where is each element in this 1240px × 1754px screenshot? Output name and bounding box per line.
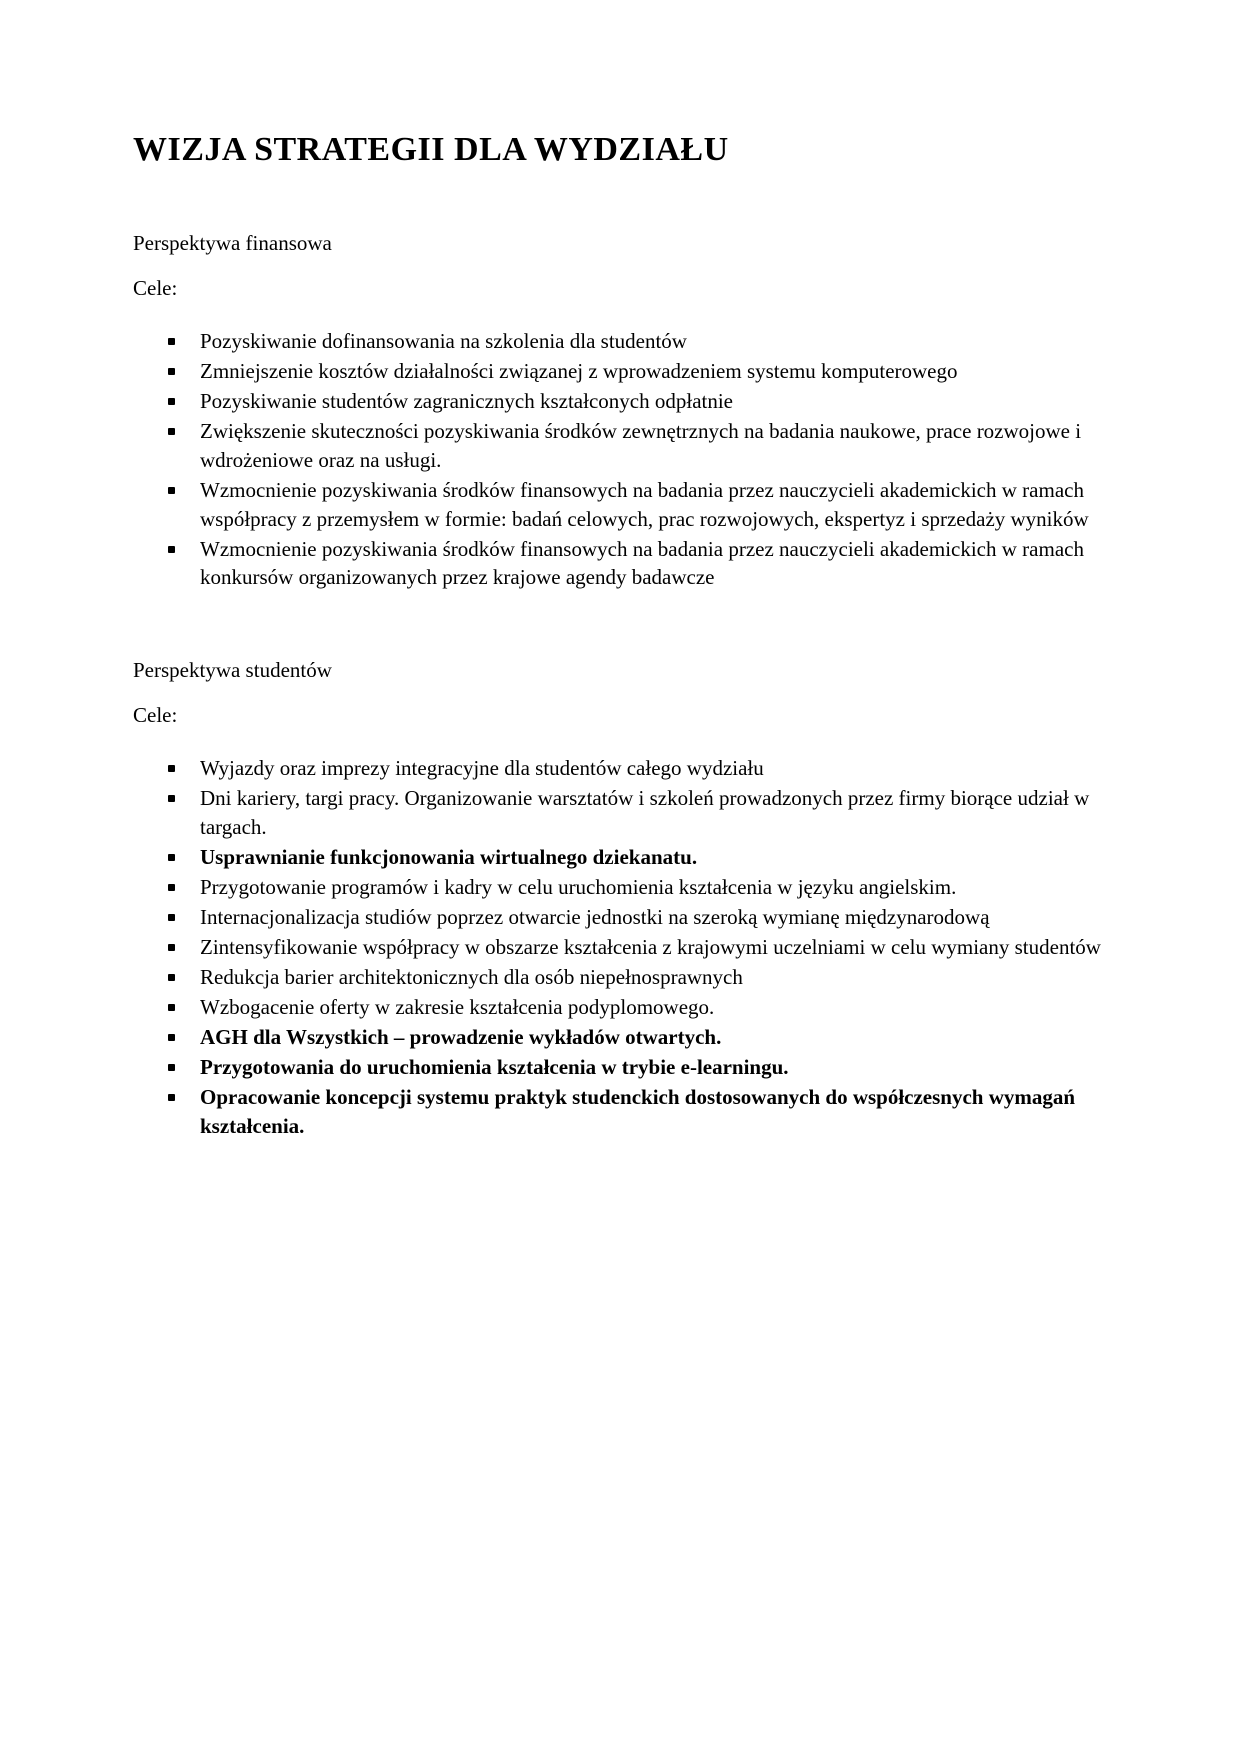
- goals-label: Cele:: [133, 703, 178, 728]
- bullet-item: Zwiększenie skuteczności pozyskiwania środków zewnętrznych na badania naukowe, prace rozwojowe i wdrożeniowe oraz na usługi.: [200, 417, 1105, 475]
- bullet-list-students: [133, 754, 1105, 1141]
- section-students-perspective: [133, 656, 1105, 1141]
- bullet-item: Zintensyfikowanie współpracy w obszarze kształcenia z krajowymi uczelniami w celu wymiany studentów: [200, 933, 1105, 962]
- bullet-item: Pozyskiwanie dofinansowania na szkolenia dla studentów: [200, 327, 1105, 356]
- bullet-item: Wzbogacenie oferty w zakresie kształcenia podyplomowego.: [200, 993, 1105, 1022]
- section-heading: Perspektywa studentów: [133, 658, 332, 683]
- goals-label: Cele:: [133, 275, 178, 300]
- bullet-item: Przygotowanie programów i kadry w celu uruchomienia kształcenia w języku angielskim.: [200, 873, 1105, 902]
- section-heading: Perspektywa finansowa: [133, 230, 332, 255]
- section-financial-perspective: [133, 229, 1105, 593]
- bullet-item: Wyjazdy oraz imprezy integracyjne dla studentów całego wydziału: [200, 754, 1105, 783]
- bullet-item: Dni kariery, targi pracy. Organizowanie warsztatów i szkoleń prowadzonych przez firmy biorące udział w targach.: [200, 784, 1105, 842]
- bullet-item: Usprawnianie funkcjonowania wirtualnego dziekanatu.: [200, 843, 1105, 872]
- bullet-item: Zmniejszenie kosztów działalności związanej z wprowadzeniem systemu komputerowego: [200, 357, 1105, 386]
- bullet-item: Internacjonalizacja studiów poprzez otwarcie jednostki na szeroką wymianę międzynarodową: [200, 903, 1105, 932]
- bullet-item: AGH dla Wszystkich – prowadzenie wykładów otwartych.: [200, 1023, 1105, 1052]
- bullet-item: Pozyskiwanie studentów zagranicznych kształconych odpłatnie: [200, 387, 1105, 416]
- document-title: WIZJA STRATEGII DLA WYDZIAŁU: [133, 131, 729, 168]
- bullet-item: Wzmocnienie pozyskiwania środków finansowych na badania przez nauczycieli akademickich w ramach konkursów organizowanych przez krajowe agendy badawcze: [200, 535, 1105, 593]
- bullet-item: Wzmocnienie pozyskiwania środków finansowych na badania przez nauczycieli akademickich w ramach współpracy z przemysłem w formie: badań celowych, prac rozwojowych, ekspertyz i sprzedaży wyników: [200, 476, 1105, 534]
- bullet-item: Opracowanie koncepcji systemu praktyk studenckich dostosowanych do współczesnych wymagań kształcenia.: [200, 1083, 1105, 1141]
- bullet-list-financial: [133, 327, 1105, 593]
- bullet-item: Redukcja barier architektonicznych dla osób niepełnosprawnych: [200, 963, 1105, 992]
- bullet-item: Przygotowania do uruchomienia kształcenia w trybie e-learningu.: [200, 1053, 1105, 1082]
